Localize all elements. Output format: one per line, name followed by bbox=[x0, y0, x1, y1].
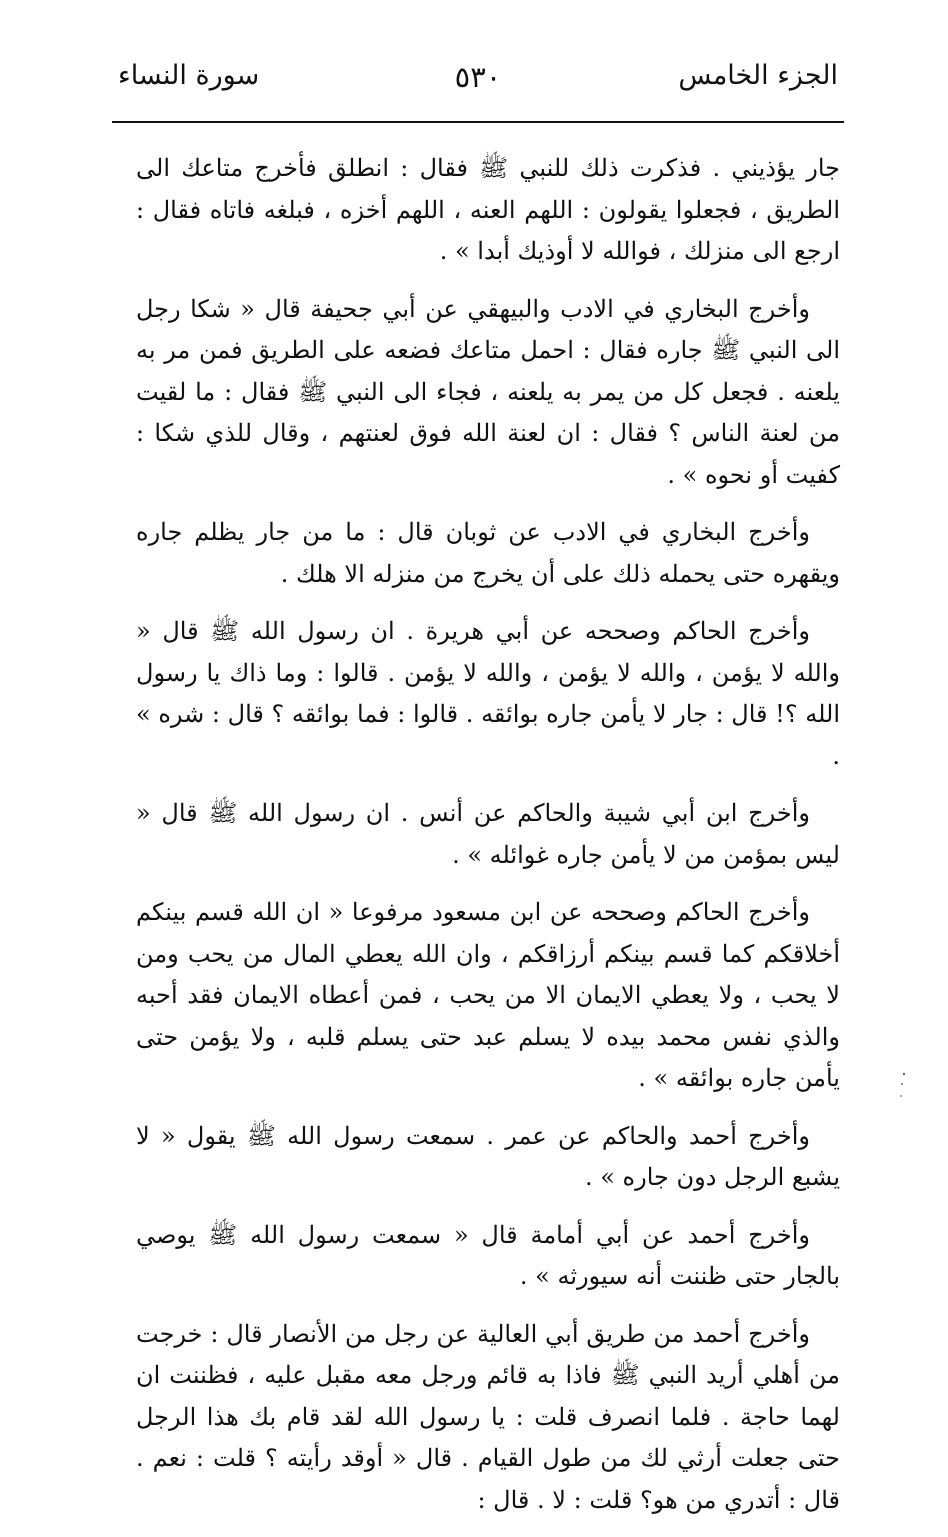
paragraph: وأخرج الحاكم وصححه عن ابن مسعود مرفوعا « ان الله قسم بينكم أخلاقكم كما قسم بينكم أرزاقكم ، وان الله يعطي المال من يحب ومن لا يحب ، ولا يعطي الايمان الا من يحب ، فمن أعطاه الايمان فقد أحبه والذي نفس محمد بيده لا يسلم عبد حتى يسلم قلبه ، ولا يؤمن حتى يأمن جاره بوائقه » . bbox=[136, 898, 840, 1092]
page-body-text bbox=[136, 148, 840, 1537]
paragraph: وأخرج أحمد من طريق أبي العالية عن رجل من الأنصار قال : خرجت من أهلي أريد النبي ﷺ فاذا به قائم ورجل معه مقبل عليه ، فظننت ان لهما حاجة . فلما انصرف قلت : يا رسول الله لقد قام بك هذا الرجل حتى جعلت أرثي لك من طول القيام . قال « أوقد رأيته ؟ قلت : نعم . قال : أتدري من هو؟ قلت : لا . قال : bbox=[136, 1319, 840, 1514]
page-number: ٥٣٠ bbox=[454, 60, 502, 94]
paragraph: وأخرج البخاري في الادب عن ثوبان قال : ما من جار يظلم جاره ويقهره حتى يحمله ذلك على أن يخرج من منزله الا هلك . bbox=[136, 518, 840, 588]
paragraph: وأخرج البخاري في الادب والبيهقي عن أبي جحيفة قال « شكا رجل الى النبي ﷺ جاره فقال : احمل متاعك فضعه على الطريق فمن مر به يلعنه . فجعل كل من يمر به يلعنه ، فجاء الى النبي ﷺ فقال : ما لقيت من لعنة الناس ؟ فقال : ان لعنة الله فوق لعنتهم ، وقال للذي شكا : كفيت أو نحوه » . bbox=[136, 294, 840, 489]
paragraph: وأخرج الحاكم وصححه عن أبي هريرة . ان رسول الله ﷺ قال « والله لا يؤمن ، والله لا يؤمن ، والله لا يؤمن . قالوا : وما ذاك يا رسول الله ؟! قال : جار لا يأمن جاره بوائقه . قالوا : فما بوائقه ؟ قال : شره » . bbox=[136, 617, 840, 770]
paragraph: وأخرج ابن أبي شيبة والحاكم عن أنس . ان رسول الله ﷺ قال « ليس بمؤمن من لا يأمن جاره غوائله » . bbox=[136, 799, 840, 869]
header-divider bbox=[112, 121, 844, 123]
header-part-title: الجزء الخامس bbox=[678, 60, 838, 91]
paragraph: وأخرج أحمد والحاكم عن عمر . سمعت رسول الله ﷺ يقول « لا يشبع الرجل دون جاره » . bbox=[136, 1121, 840, 1191]
paragraph: جار يؤذيني . فذكرت ذلك للنبي ﷺ فقال : انطلق فأخرج متاعك الى الطريق ، فجعلوا يقولون : اللهم العنه ، اللهم أخزه ، فبلغه فاتاه فقال : ارجع الى منزلك ، فوالله لا أوذيك أبدا » . bbox=[136, 154, 840, 265]
header-surah-title: سورة النساء bbox=[118, 60, 260, 91]
page-header bbox=[118, 60, 838, 112]
scan-speck-mark bbox=[898, 1070, 908, 1100]
paragraph: وأخرج أحمد عن أبي أمامة قال « سمعت رسول الله ﷺ يوصي بالجار حتى ظننت أنه سيورثه » . bbox=[136, 1220, 840, 1290]
